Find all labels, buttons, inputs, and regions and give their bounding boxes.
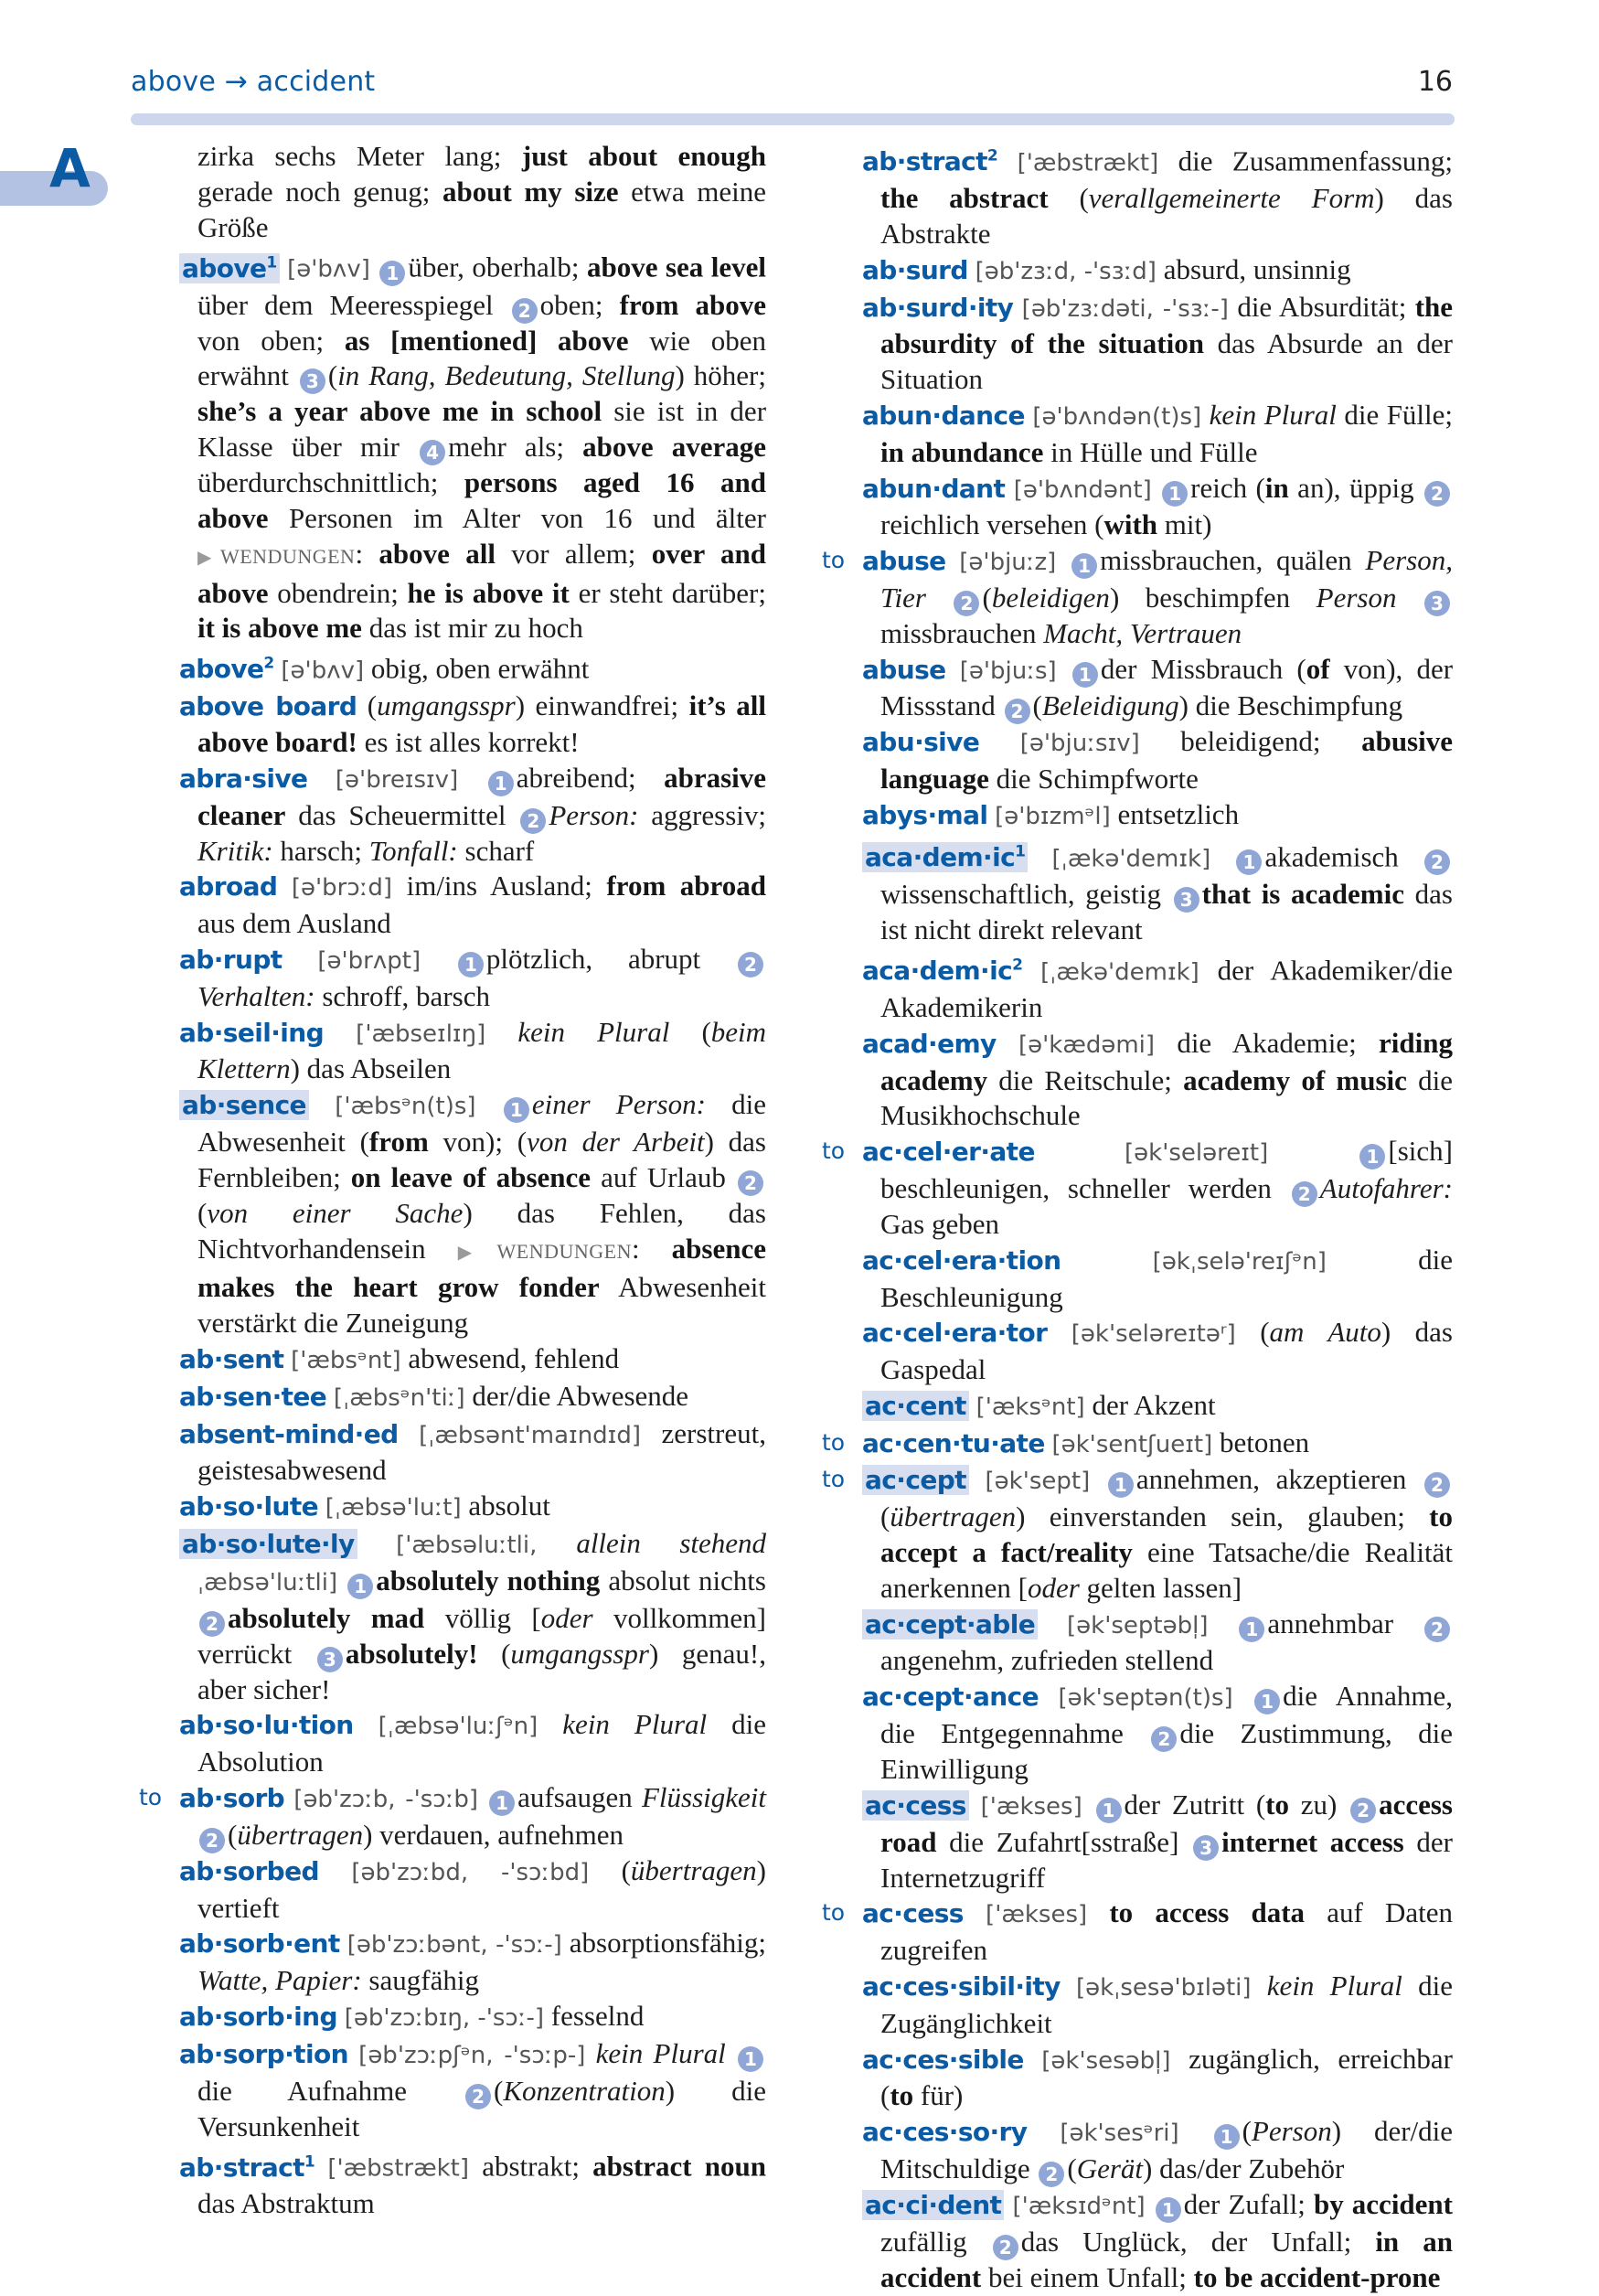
dictionary-entry: ac·ces·sible [ək'sesəbl̩] zugänglich, erreichbar (to für): [862, 2042, 1453, 2112]
pronunciation: ['æbsəluːtli,: [396, 1531, 577, 1559]
pronunciation: [ək'sept]: [985, 1468, 1091, 1496]
pronunciation: [ˌækə'demɪk]: [1051, 845, 1211, 873]
headword[interactable]: ab·sent: [179, 1343, 284, 1374]
headword[interactable]: abun·dance: [862, 400, 1025, 431]
usage-label: übertragen: [237, 1818, 364, 1851]
homograph-number: 1: [266, 253, 277, 272]
headword[interactable]: ab·sorbed: [179, 1855, 319, 1886]
homograph-number: 1: [1015, 842, 1026, 861]
sense-number-badge: 1: [1108, 1472, 1134, 1498]
usage-label: kein Plural: [1266, 1970, 1402, 2002]
usage-label: Beleidigung: [1041, 689, 1179, 722]
example-phrase: persons aged 16 and above: [197, 466, 766, 534]
headword[interactable]: ac·cel·era·tor: [862, 1318, 1048, 1349]
headword[interactable]: ac·cept·ance: [862, 1682, 1039, 1713]
verb-marker: to: [822, 1137, 846, 1165]
pronunciation: [ˌæbsə'luːt]: [325, 1494, 462, 1522]
pronunciation: ['ækses]: [980, 1792, 1082, 1821]
example-phrase: on leave of absence: [350, 1160, 592, 1193]
dictionary-entry: ab·sen·tee [ˌæbsᵊn'tiː] der/die Abwesende: [179, 1379, 689, 1412]
example-phrase: absence makes the heart grow fonder: [197, 1232, 766, 1304]
headword[interactable]: abys·mal: [862, 800, 988, 831]
sense-number-badge: 2: [512, 298, 538, 324]
usage-label: von einer Sache: [207, 1196, 464, 1229]
sense-number-badge: 2: [520, 808, 546, 834]
dictionary-entry: ab·surd·ity [əb'zɜːdəti, -'sɜː-] die Absurdität; the absurdity of the situation das Absurde an der Situation: [862, 290, 1454, 396]
example-phrase: to be accident-prone: [1193, 2260, 1441, 2293]
sense-number-badge: 2: [1424, 849, 1450, 875]
headword[interactable]: ab·surd: [862, 254, 968, 285]
usage-label: umgangsspr: [377, 689, 516, 722]
sense-number-badge: 1: [1072, 662, 1098, 688]
usage-label: kein Plural: [1209, 398, 1337, 431]
example-phrase: the absurdity of the situation: [880, 290, 1454, 360]
headword[interactable]: ab·sorp·tion: [179, 2038, 348, 2069]
usage-label: beleidigen: [991, 581, 1110, 614]
dictionary-entry: ab·sent ['æbsᵊnt] abwesend, fehlend: [179, 1341, 620, 1374]
headword[interactable]: ac·ces·sible: [862, 2044, 1024, 2075]
headword[interactable]: ab·sorb·ing: [179, 2001, 337, 2032]
dictionary-entry: ab·stract$^2$ ['æbstrækt] die Zusammenfassung; the abstract (verallgemeinerte Form) das Abstrakte: [862, 144, 1453, 250]
example-phrase: absolutely mad: [228, 1601, 425, 1634]
pronunciation: [ə'bjuːsɪv]: [1019, 730, 1140, 758]
headword[interactable]: ac·cent: [862, 1391, 969, 1421]
headword[interactable]: ab·sence: [179, 1090, 309, 1120]
page-number: 16: [1417, 66, 1453, 98]
dictionary-entry: ac·cess ['ækses] 1 der Zutritt (to zu) 2 access road die Zufahrt[sstraße] 3 internet access der Internetzugriff: [862, 1788, 1453, 1896]
example-phrase: it is above me: [197, 612, 362, 645]
dictionary-entry: zirka sechs Meter lang; just about enough gerade noch genug; about my size etwa meine Größe: [197, 140, 767, 243]
homograph-number: 2: [1012, 956, 1023, 975]
running-head: above → accident: [131, 66, 376, 98]
pronunciation: [əb'zɜːdəti, -'sɜː-]: [1021, 294, 1229, 323]
dictionary-entry: ab·sorb·ing [əb'zɔːbɪŋ, -'sɔː-] fesselnd: [179, 1999, 645, 2032]
pronunciation: ['æksɪdᵊnt]: [1012, 2193, 1146, 2221]
headword[interactable]: ab·sorb: [179, 1782, 285, 1813]
usage-label: Person: [1251, 2115, 1332, 2148]
pronunciation: [əb'zɔːb, -'sɔːb]: [293, 1785, 478, 1813]
pronunciation: [ə'bʌv]: [287, 255, 370, 283]
sense-number-badge: 3: [1174, 887, 1199, 913]
pronunciation: ['æbstrækt]: [327, 2154, 470, 2183]
usage-label: in Rang, Bedeutung, Stellung: [337, 359, 676, 392]
example-phrase: abusive language: [880, 725, 1453, 796]
headword[interactable]: $aca\cdot dem\cdot ic^2$: [862, 956, 1023, 987]
headword[interactable]: ab·so·lute·ly: [179, 1529, 357, 1559]
headword[interactable]: ab·stract$^1$: [179, 2152, 315, 2183]
pronunciation: [ə'bʌndənt]: [1013, 475, 1152, 504]
usage-label: Macht, Vertrauen: [1043, 616, 1242, 649]
example-phrase: that is academic: [1201, 878, 1404, 910]
headword[interactable]: abroad: [179, 871, 278, 902]
example-phrase: from above: [619, 288, 766, 321]
sense-number-badge: 2: [1424, 1472, 1450, 1498]
usage-label: oder: [1027, 1571, 1080, 1604]
usage-label: beim Klettern: [197, 1015, 767, 1085]
pronunciation: [ə'bʌv]: [281, 657, 365, 685]
headword[interactable]: abra·sive: [179, 763, 308, 794]
pronunciation: [ək'septən(t)s]: [1058, 1684, 1233, 1713]
sense-number-badge: 1: [1071, 553, 1097, 579]
dictionary-entry: ab·sence ['æbsᵊn(t)s] 1 einer Person: die Abwesenheit (from von); (von der Arbeit) das Fernbleiben; on leave of absence auf Urlaub 2(von einer Sache) das Fehlen, das Nichtvorhandensein ▶WENDUNGEN: absence makes the heart grow fonder Abwesenheit verstärkt die Zuneigung: [179, 1087, 766, 1341]
verb-marker: to: [139, 1783, 163, 1810]
example-phrase: he is above it: [407, 576, 570, 609]
verb-marker: to: [822, 1466, 846, 1493]
headword[interactable]: ab·stract$^2$: [862, 146, 998, 177]
sense-number-badge: 2: [1292, 1181, 1317, 1207]
usage-label: Autofahrer:: [1319, 1171, 1453, 1204]
headword[interactable]: ac·ces·so·ry: [862, 2117, 1028, 2148]
pronunciation: [əb'zɜːd, -'sɜːd]: [975, 257, 1157, 285]
dictionary-entry: to ac·cen·tu·ate [ək'sentʃueɪt] betonen: [862, 1426, 1453, 1463]
headword[interactable]: abun·dant: [862, 473, 1006, 504]
pronunciation: ˌæbsə'luːtli]: [197, 1568, 338, 1597]
headword[interactable]: ac·cel·era·tion: [862, 1244, 1061, 1276]
verb-marker: to: [822, 547, 846, 574]
dictionary-entry: $aca\cdot dem\cdot ic^1$ [ˌækə'demɪk] 1 akademisch 2wissenschaftlich, geistig 3 that is academic das ist nicht direkt relevant: [862, 835, 1453, 948]
sense-number-badge: 1: [379, 261, 405, 286]
pronunciation: ['ækses]: [986, 1901, 1088, 1929]
example-phrase: riding academy: [880, 1026, 1454, 1096]
dictionary-entry: $aca\cdot dem\cdot ic^2$ [ˌækə'demɪk] der Akademiker/die Akademikerin: [862, 954, 1453, 1023]
headword[interactable]: ac·cen·tu·ate: [862, 1427, 1045, 1458]
pronunciation: [ək'sentʃueɪt]: [1051, 1430, 1213, 1458]
pronunciation: [ˌækə'demɪk]: [1040, 958, 1199, 987]
usage-label: am Auto: [1269, 1316, 1381, 1349]
usage-label: verallgemeinerte Form: [1088, 182, 1375, 215]
sense-number-badge: 1: [1236, 849, 1262, 875]
sense-number-badge: 3: [300, 368, 325, 394]
sense-number-badge: 1: [504, 1097, 529, 1123]
dictionary-entry: above$^1$ [ə'bʌv] 1 über, oberhalb; above sea level über dem Meeresspiegel 2 oben; from above von oben; as [mentioned] above wie oben erwähnt 3 (in Rang, Bedeutung, Stellung) höher; she’s a year above me in school sie ist in der Klasse über mir 4 mehr als; above average überdurchschnittlich; persons aged 16 and above Personen im Alter von 16 und älter ▶WENDUNGEN: above all vor allem; over and above obendrein; he is above it er steht darüber; it is above me das ist mir zu hoch: [179, 245, 766, 646]
usage-label: Tonfall:: [368, 834, 458, 867]
pronunciation: [əkˌsesə'bɪləti]: [1076, 1974, 1252, 2002]
headword[interactable]: abuse: [862, 654, 946, 685]
usage-label: Person:: [549, 798, 639, 831]
example-phrase: to access data: [1109, 1896, 1306, 1929]
pronunciation: [ə'breɪsɪv]: [335, 765, 459, 794]
sense-number-badge: 2: [738, 1170, 763, 1196]
example-phrase: absolutely nothing: [376, 1564, 601, 1597]
pronunciation: [ək'sesəbl̩]: [1041, 2046, 1171, 2075]
dictionary-entry: abys·mal [ə'bɪzmᵊl] entsetzlich: [862, 798, 1240, 831]
usage-label: Konzentration: [503, 2074, 666, 2107]
usage-label: von der Arbeit: [527, 1125, 705, 1158]
dictionary-entry: ab·stract$^1$ ['æbstrækt] abstrakt; abstract noun das Abstraktum: [179, 2150, 767, 2220]
dictionary-entry: abun·dance [ə'bʌndən(t)s] kein Plural die Fülle; in abundance in Hülle und Fülle: [862, 398, 1454, 468]
usage-label: kein Plural: [595, 2036, 726, 2069]
sense-number-badge: 1: [489, 1790, 515, 1816]
example-phrase: in an accident: [880, 2225, 1453, 2293]
pronunciation: [ˌæbsᵊn'tiː]: [333, 1383, 465, 1412]
pronunciation: [əb'zɔːbənt, -'sɔː-]: [346, 1931, 562, 1960]
pronunciation: [ə'brʌpt]: [317, 947, 421, 975]
dictionary-entry: ac·cel·era·tion [əkˌselə'reɪʃᵊn] die Beschleunigung: [862, 1243, 1454, 1313]
headword[interactable]: above$^1$: [179, 253, 280, 283]
idioms-label: WENDUNGEN: [219, 544, 356, 568]
headword[interactable]: ab·seil·ing: [179, 1017, 325, 1048]
headword[interactable]: absent-mind·ed: [179, 1418, 399, 1449]
example-phrase: in: [1264, 471, 1289, 504]
pronunciation: ['æksᵊnt]: [975, 1393, 1085, 1421]
headword[interactable]: ab·so·lu·tion: [179, 1710, 354, 1741]
example-phrase: from abroad: [606, 870, 766, 902]
left-column: [139, 139, 767, 2222]
thumb-index-letter: A: [49, 137, 91, 199]
right-column: [822, 139, 1454, 2296]
pronunciation: [ə'bjuːs]: [959, 657, 1057, 685]
pronunciation: [ˌæbsənt'maɪndɪd]: [419, 1421, 641, 1449]
usage-label: Verhalten:: [197, 979, 315, 1012]
usage-label: Person: [1316, 581, 1397, 614]
pronunciation: [əb'zɔːbd, -'sɔːbd]: [351, 1858, 590, 1886]
dictionary-entry: absent-mind·ed [ˌæbsənt'maɪndɪd] zerstreut, geistesabwesend: [179, 1416, 766, 1487]
example-phrase: as [mentioned] above: [344, 324, 629, 357]
usage-label: Watte, Papier:: [197, 1964, 362, 1997]
triangle-arrow-icon: ▶: [457, 1242, 497, 1263]
example-phrase: access road: [880, 1788, 1453, 1858]
example-phrase: absolutely!: [345, 1637, 478, 1670]
sense-number-badge: 1: [1096, 1798, 1122, 1823]
example-phrase: academy of music: [1183, 1063, 1407, 1096]
headword[interactable]: abuse: [862, 546, 946, 577]
sense-number-badge: 1: [1254, 1689, 1280, 1714]
usage-label: übertragen: [630, 1853, 757, 1886]
example-phrase: internet access: [1221, 1825, 1404, 1858]
header-rule: [131, 113, 1455, 125]
usage-label: kein Plural: [517, 1015, 670, 1048]
dictionary-entry: ab·sorbed [əb'zɔːbd, -'sɔːbd] (übertragen) vertieft: [179, 1853, 766, 1924]
dictionary-entry: to ac·cept [ək'sept] 1 annehmen, akzeptieren 2(übertragen) einverstanden sein, glauben; to accept a fact/reality eine Tatsache/die Realität anerkennen [oder gelten lassen]: [822, 1463, 1453, 1604]
dictionary-entry: ab·rupt [ə'brʌpt] 1 plötzlich, abrupt 2Verhalten: schroff, barsch: [179, 942, 766, 1015]
example-phrase: above all: [378, 537, 496, 570]
example-phrase: with: [1103, 508, 1158, 541]
homograph-number: 1: [304, 2152, 315, 2172]
homograph-number: 2: [986, 147, 998, 166]
dictionary-entry: acad·emy [ə'kædəmi] die Akademie; riding academy die Reitschule; academy of music die Musikhochschule: [862, 1026, 1454, 1132]
dictionary-entry: abun·dant [ə'bʌndənt] 1 reich (in an), üppig 2reichlich versehen (with mit): [862, 471, 1453, 544]
dictionary-entry: ab·sorb·ent [əb'zɔːbənt, -'sɔː-] absorptionsfähig; Watte, Papier: saugfähig: [179, 1927, 767, 1997]
pronunciation: [ək'septəbl̩]: [1067, 1611, 1209, 1639]
headword[interactable]: ab·surd·ity: [862, 292, 1014, 323]
dictionary-entry: ac·ces·so·ry [ək'sesᵊri] 1 (Person) der/die Mitschuldige 2 (Gerät) das/der Zubehör: [862, 2115, 1454, 2186]
example-phrase: in abundance: [880, 435, 1044, 468]
sense-number-badge: 2: [738, 952, 763, 977]
usage-label: einer Person:: [531, 1088, 706, 1121]
dictionary-entry: ac·cept·ance [ək'septən(t)s] 1 die Annahme, die Entgegennahme 2 die Zustimmung, die Einwilligung: [862, 1680, 1454, 1786]
example-phrase: to accept a fact/reality: [880, 1500, 1453, 1569]
example-phrase: abrasive cleaner: [197, 761, 767, 831]
pronunciation: [ə'bʌndən(t)s]: [1032, 402, 1202, 431]
dictionary-entry: to ac·cess ['ækses] to access data auf Daten zugreifen: [822, 1896, 1453, 1967]
headword[interactable]: ac·ci·dent: [862, 2190, 1004, 2220]
idioms-label: WENDUNGEN: [496, 1239, 632, 1263]
sense-number-badge: 2: [1005, 699, 1030, 724]
dictionary-entry: ab·so·lute [ˌæbsə'luːt] absolut: [179, 1490, 550, 1522]
example-phrase: of: [1306, 652, 1330, 685]
sense-number-badge: 1: [1162, 481, 1188, 507]
sense-number-badge: 3: [317, 1647, 343, 1672]
usage-label: Kritik:: [197, 834, 273, 867]
sense-number-badge: 1: [1214, 2124, 1240, 2150]
headword[interactable]: ac·cept: [862, 1465, 969, 1495]
dictionary-entry: ac·cent ['æksᵊnt] der Akzent: [862, 1388, 1453, 1426]
dictionary-entry: ac·cel·era·tor [ək'seləreɪtəʳ] (am Auto) das Gaspedal: [862, 1316, 1453, 1386]
sense-number-badge: 1: [1239, 1617, 1264, 1642]
dictionary-entry: ab·sorp·tion [əb'zɔːpʃᵊn, -'sɔːp-] kein Plural 1die Aufnahme 2 (Konzentration) die Versunkenheit: [179, 2036, 766, 2142]
pronunciation: ['æbsᵊn(t)s]: [335, 1093, 476, 1121]
sense-number-badge: 2: [199, 1611, 225, 1637]
dictionary-entry: to abuse [ə'bjuːz] 1 missbrauchen, quälen Person, Tier 2 (beleidigen) beschimpfen Person 3missbrauchen Macht, Vertrauen: [822, 544, 1453, 649]
usage-label: Person, Tier: [880, 544, 1453, 614]
sense-number-badge: 2: [199, 1828, 225, 1853]
sense-number-badge: 1: [738, 2046, 763, 2072]
example-phrase: the abstract: [880, 182, 1049, 215]
example-phrase: to: [890, 2079, 914, 2112]
example-phrase: above sea level: [586, 251, 766, 283]
dictionary-entry: abroad [ə'brɔːd] im/ins Ausland; from abroad aus dem Ausland: [179, 870, 766, 940]
sense-number-badge: 1: [1359, 1144, 1385, 1169]
pronunciation: [ˌæbsə'luːʃᵊn]: [378, 1713, 538, 1741]
example-phrase: just about enough: [521, 140, 766, 172]
example-phrase: above average: [582, 431, 767, 464]
sense-number-badge: 1: [458, 952, 484, 977]
pronunciation: [əb'zɔːbɪŋ, -'sɔː-]: [344, 2003, 544, 2032]
example-phrase: it’s all above board!: [197, 689, 766, 759]
dictionary-entry: ac·ci·dent ['æksɪdᵊnt] 1 der Zufall; by accident zufällig 2 das Unglück, der Unfall; in an accident bei einem Unfall; to be accident-prone: [862, 2187, 1453, 2296]
example-phrase: by accident: [1313, 2188, 1453, 2221]
pronunciation: [ək'seləreɪt]: [1125, 1139, 1269, 1168]
pronunciation: [əb'zɔːpʃᵊn, -'sɔːp-]: [358, 2041, 586, 2069]
triangle-arrow-icon: ▶: [197, 547, 220, 568]
dictionary-entry: abuse [ə'bjuːs] 1 der Missbrauch (of von), der Missstand 2 (Beleidigung) die Beschimpfung: [862, 652, 1454, 723]
sense-number-badge: 2: [1039, 2162, 1064, 2187]
dictionary-entry: ab·surd [əb'zɜːd, -'sɜːd] absurd, unsinnig: [862, 252, 1351, 285]
usage-label: übertragen: [890, 1500, 1017, 1533]
headword[interactable]: ab·sorb·ent: [179, 1928, 340, 1960]
sense-number-badge: 2: [1151, 1726, 1177, 1752]
sense-number-badge: 1: [488, 771, 514, 796]
pronunciation: [ə'brɔːd]: [291, 874, 393, 902]
headword[interactable]: acad·emy: [862, 1028, 997, 1059]
sense-number-badge: 3: [1424, 591, 1450, 616]
usage-label: umgangsspr: [510, 1637, 650, 1670]
dictionary-entry: ab·so·lu·tion [ˌæbsə'luːʃᵊn] kein Plural die Absolution: [179, 1708, 766, 1778]
sense-number-badge: 2: [1424, 1617, 1450, 1642]
dictionary-entry: abu·sive [ə'bjuːsɪv] beleidigend; abusive language die Schimpfworte: [862, 725, 1453, 796]
pronunciation: [ə'kædəmi]: [1018, 1031, 1156, 1059]
dictionary-entry: to ab·sorb [əb'zɔːb, -'sɔːb] 1 aufsaugen Flüssigkeit 2 (übertragen) verdauen, aufnehmen: [139, 1780, 767, 1852]
sense-number-badge: 4: [420, 440, 445, 465]
headword[interactable]: above$^2$: [179, 654, 274, 685]
usage-label: allein stehend: [576, 1526, 767, 1559]
example-phrase: abstract noun: [592, 2150, 767, 2183]
dictionary-entry: ab·seil·ing ['æbseɪlɪŋ] kein Plural (beim Klettern) das Abseilen: [179, 1015, 767, 1085]
dictionary-entry: ab·so·lute·ly ['æbsəluːtli, allein stehend ˌæbsə'luːtli] 1 absolutely nothing absolut nichts 2 absolutely mad völlig [oder vollkommen] verrückt 3 absolutely! (umgangsspr) genau!, aber sicher!: [179, 1526, 766, 1707]
verb-marker: to: [822, 1899, 846, 1927]
dictionary-entry: ac·cept·able [ək'septəbl̩] 1 annehmbar 2angenehm, zufrieden stellend: [862, 1607, 1453, 1680]
pronunciation: ['æbsᵊnt]: [291, 1346, 401, 1374]
sense-number-badge: 2: [1424, 481, 1450, 507]
usage-label: oder: [540, 1601, 593, 1634]
dictionary-entry: ac·ces·sibil·ity [əkˌsesə'bɪləti] kein Plural die Zugänglichkeit: [862, 1970, 1453, 2039]
headword[interactable]: $aca\cdot dem\cdot ic^1$: [862, 842, 1028, 872]
sense-number-badge: 2: [1350, 1798, 1376, 1823]
pronunciation: [ək'sesᵊri]: [1060, 2120, 1179, 2148]
headword[interactable]: ac·ces·sibil·ity: [862, 1971, 1061, 2002]
headword[interactable]: ac·cel·er·ate: [862, 1137, 1035, 1168]
example-phrase: she’s a year above me in school: [197, 395, 602, 428]
dictionary-entry: above board (umgangsspr) einwandfrei; it’s all above board! es ist alles korrekt!: [179, 689, 766, 759]
example-phrase: to: [1265, 1788, 1289, 1821]
sense-number-badge: 1: [347, 1574, 373, 1599]
headword[interactable]: ab·rupt: [179, 945, 282, 975]
pronunciation: [ək'seləreɪtəʳ]: [1071, 1320, 1236, 1349]
headword[interactable]: above board: [179, 691, 357, 722]
headword[interactable]: ab·sen·tee: [179, 1381, 327, 1412]
example-phrase: about my size: [442, 175, 619, 208]
sense-number-badge: 3: [1193, 1835, 1219, 1861]
sense-number-badge: 2: [465, 2084, 491, 2109]
headword[interactable]: abu·sive: [862, 727, 980, 758]
sense-number-badge: 2: [993, 2235, 1018, 2260]
homograph-number: 2: [263, 655, 274, 674]
headword[interactable]: ac·cess: [862, 1898, 964, 1929]
verb-marker: to: [822, 1428, 846, 1456]
headword[interactable]: ab·so·lute: [179, 1491, 319, 1522]
pronunciation: [əkˌselə'reɪʃᵊn]: [1152, 1247, 1327, 1276]
pronunciation: [ə'bɪzmᵊl]: [995, 803, 1111, 831]
headword[interactable]: ac·cept·able: [862, 1609, 1038, 1639]
dictionary-entry: to ac·cel·er·ate [ək'seləreɪt] 1 [sich] beschleunigen, schneller werden 2 Autofahrer: Gas geben: [822, 1135, 1454, 1240]
pronunciation: ['æbstrækt]: [1017, 149, 1159, 177]
usage-label: Flüssigkeit: [641, 1780, 767, 1813]
example-phrase: from: [368, 1125, 429, 1158]
dictionary-entry: above$^2$ [ə'bʌv] obig, oben erwähnt: [179, 652, 590, 685]
usage-label: kein Plural: [562, 1708, 708, 1741]
headword[interactable]: ac·cess: [862, 1790, 969, 1821]
example-phrase: over and above: [197, 537, 767, 609]
pronunciation: ['æbseɪlɪŋ]: [356, 1020, 486, 1048]
pronunciation: [ə'bjuːz]: [959, 549, 1057, 577]
dictionary-entry: abra·sive [ə'breɪsɪv] 1 abreibend; abrasive cleaner das Scheuermittel 2 Person: aggressiv; Kritik: harsch; Tonfall: scharf: [179, 761, 767, 867]
usage-label: Gerät: [1076, 2152, 1144, 2185]
sense-number-badge: 2: [954, 591, 979, 616]
sense-number-badge: 1: [1156, 2197, 1181, 2223]
